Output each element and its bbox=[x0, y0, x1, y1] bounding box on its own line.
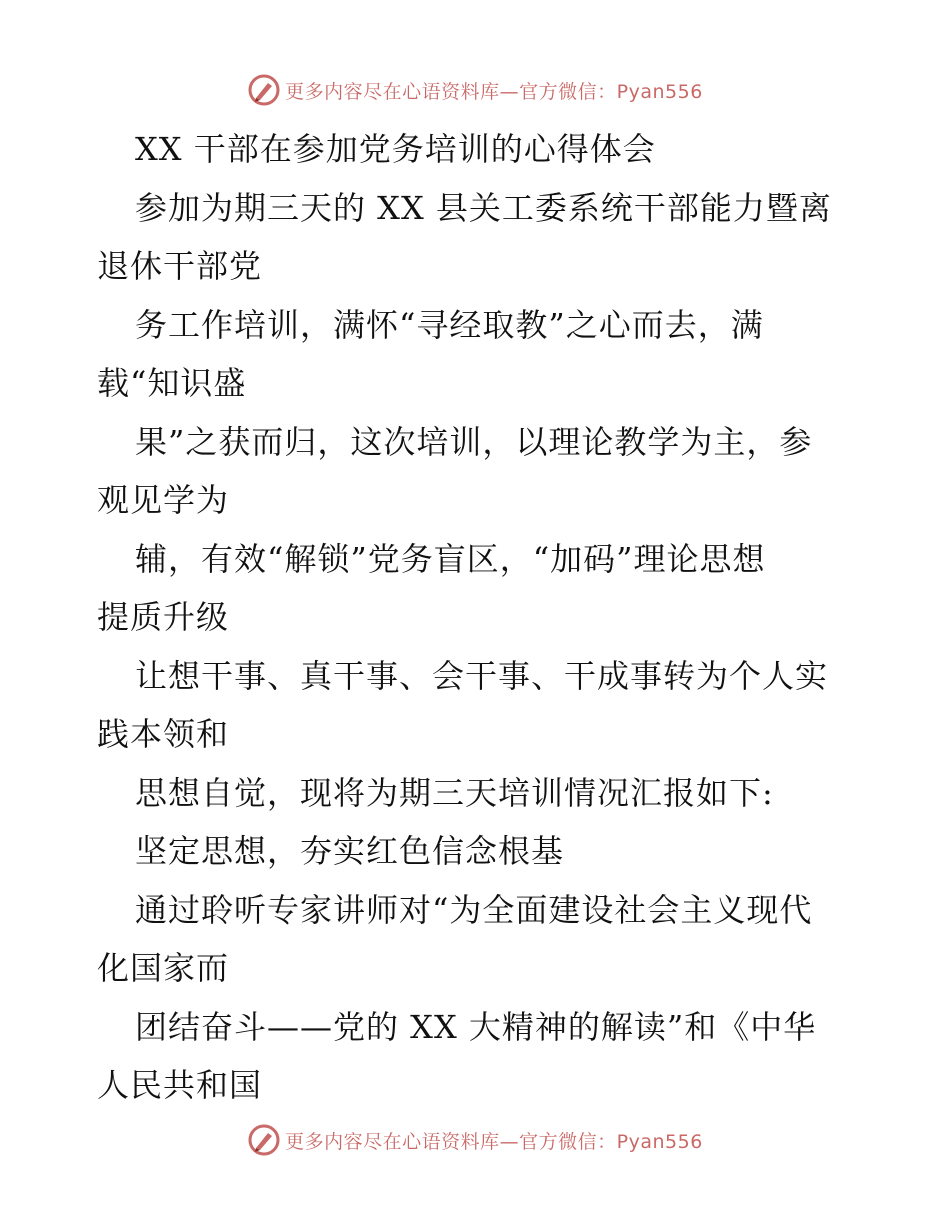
doc-line: 果”之获而归，这次培训，以理论教学为主，参 bbox=[135, 422, 813, 461]
doc-line: 人民共和国 bbox=[97, 1066, 263, 1104]
doc-line: 践本领和 bbox=[97, 715, 230, 753]
doc-line: 辅，有效“解锁”党务盲区，“加码”理论思想 bbox=[135, 539, 766, 578]
watermark-text: 更多内容尽在心语资料库—官方微信：Pyan556 bbox=[285, 1130, 703, 1153]
doc-line: 通过聆听专家讲师对“为全面建设社会主义现代 bbox=[135, 890, 813, 929]
doc-line: 化国家而 bbox=[97, 949, 230, 987]
doc-line: 提质升级 bbox=[97, 598, 230, 636]
watermark-text: 更多内容尽在心语资料库—官方微信：Pyan556 bbox=[285, 80, 703, 103]
doc-line: XX 干部在参加党务培训的心得体会 bbox=[135, 130, 656, 168]
doc-line: 载“知识盛 bbox=[97, 364, 247, 402]
doc-line: 坚定思想，夯实红色信念根基 bbox=[135, 832, 565, 870]
pen-nib-circle-icon bbox=[247, 73, 281, 107]
doc-line: 让想干事、真干事、会干事、干成事转为个人实 bbox=[135, 656, 829, 695]
doc-line: 退休干部党 bbox=[97, 247, 263, 285]
doc-line: 务工作培训，满怀“寻经取教”之心而去，满 bbox=[135, 305, 764, 344]
doc-line: 参加为期三天的 XX 县关工委系统干部能力暨离 bbox=[135, 188, 832, 227]
header-watermark bbox=[0, 70, 950, 110]
pen-nib-circle-icon bbox=[247, 1123, 281, 1157]
doc-line: 团结奋斗——党的 XX 大精神的解读”和《中华 bbox=[135, 1007, 817, 1046]
document-body bbox=[97, 120, 857, 1115]
doc-line: 观见学为 bbox=[97, 481, 230, 519]
doc-line: 思想自觉，现将为期三天培训情况汇报如下: bbox=[135, 773, 774, 812]
footer-watermark bbox=[0, 1120, 950, 1160]
